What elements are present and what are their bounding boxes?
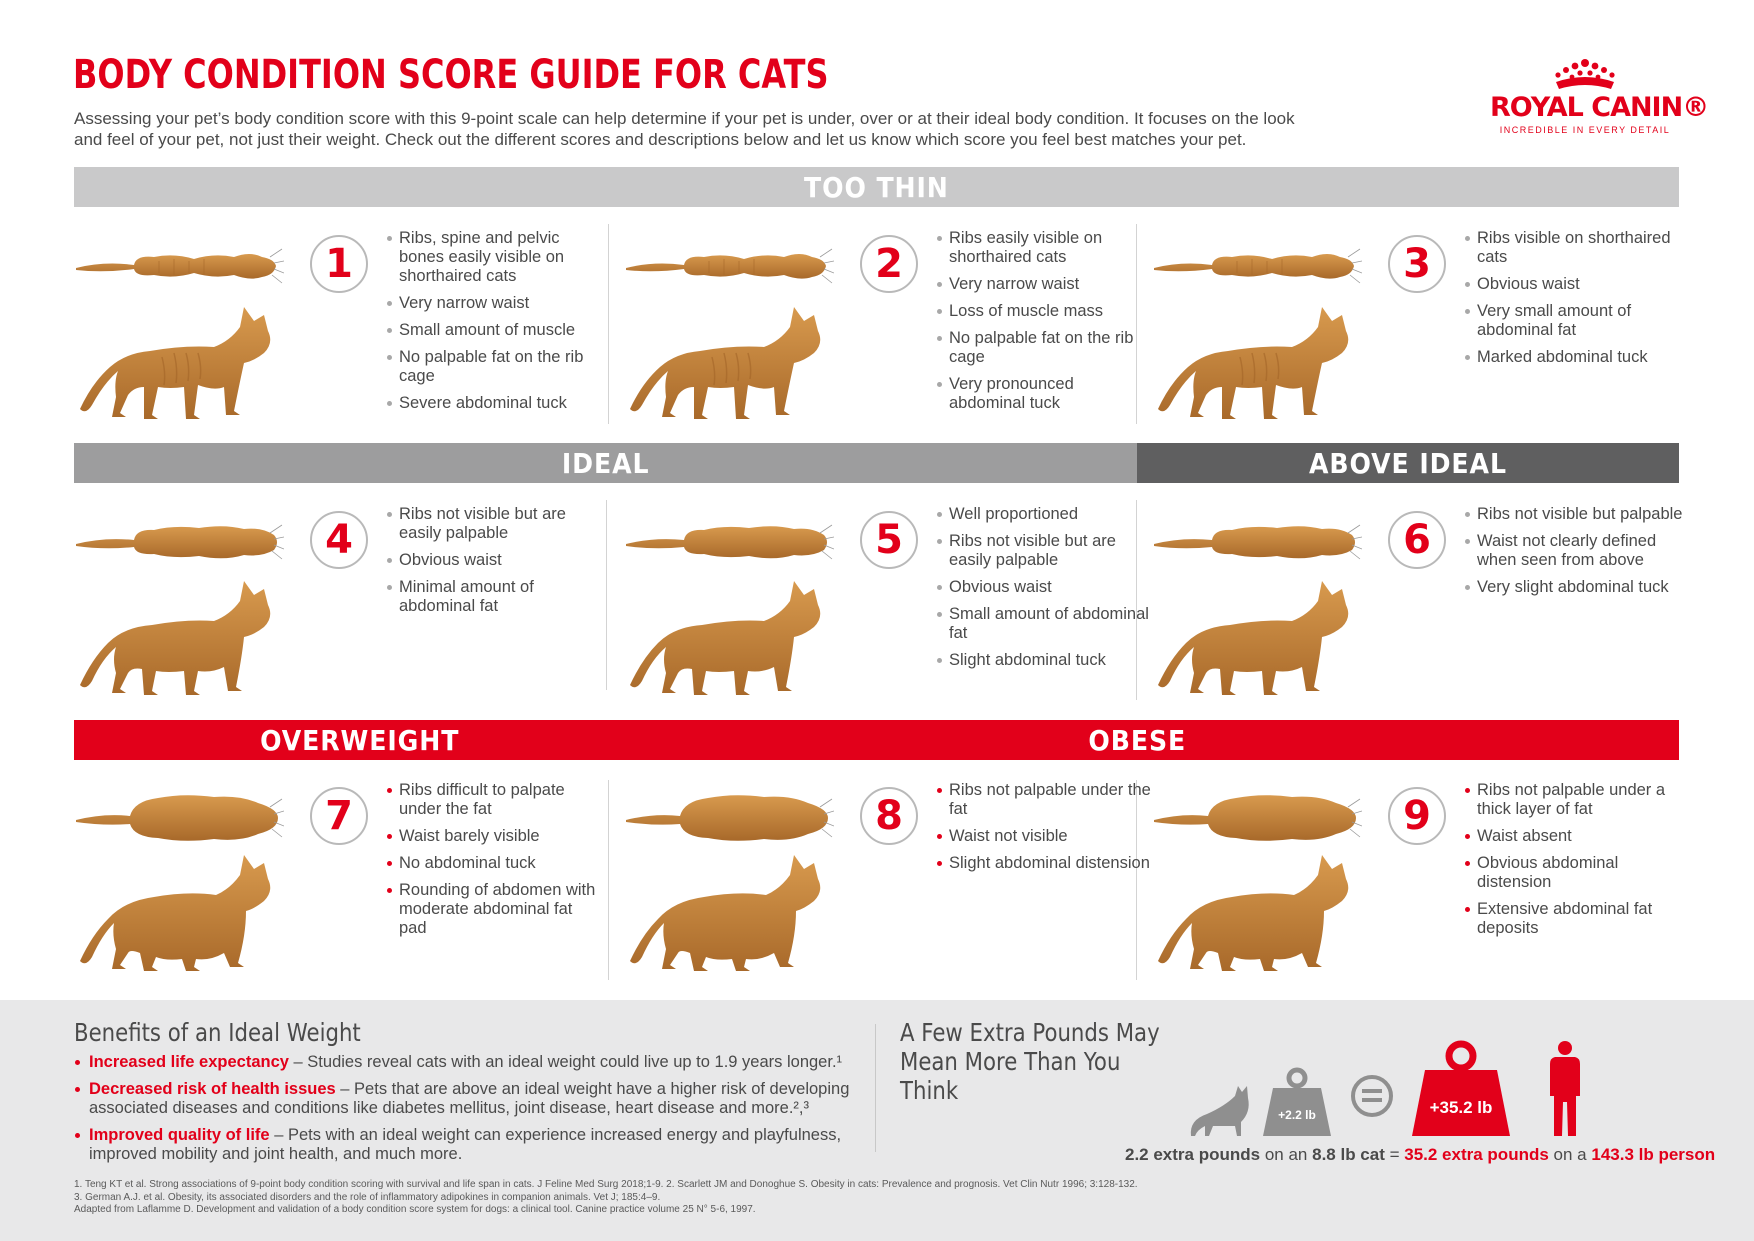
band-above-ideal: ABOVE IDEAL <box>1137 443 1679 483</box>
cat-side-view-thin <box>74 291 294 425</box>
list-item: Slight abdominal distension <box>936 854 1151 873</box>
score-description-list <box>386 229 601 421</box>
list-item: Waist not visible <box>936 827 1151 846</box>
score-cell-6 <box>1152 501 1683 701</box>
list-item: Severe abdominal tuck <box>386 394 601 413</box>
cat-top-view-thin <box>1152 235 1362 291</box>
benefits-list <box>74 1053 874 1172</box>
score-description-list <box>936 781 1151 881</box>
list-item: Ribs not visible but palpable <box>1464 505 1694 524</box>
list-item: Waist absent <box>1464 827 1694 846</box>
list-item: Extensive abdominal fat deposits <box>1464 900 1694 938</box>
score-description-list <box>1464 229 1679 375</box>
list-item: Ribs visible on shorthaired cats <box>1464 229 1679 267</box>
cat-top-view-ideal <box>624 511 834 567</box>
list-item: Well proportioned <box>936 505 1151 524</box>
cat-side-view-thin <box>624 291 844 425</box>
list-item: Ribs not visible but are easily palpable <box>936 532 1151 570</box>
cat-side-view-ideal <box>1152 567 1372 701</box>
score-badge: 3 <box>1388 235 1446 293</box>
crown-icon <box>1548 58 1622 92</box>
list-item: Obvious waist <box>386 551 601 570</box>
list-item: Loss of muscle mass <box>936 302 1151 321</box>
benefits-title: Benefits of an Ideal Weight <box>74 1018 361 1047</box>
score-badge: 1 <box>310 235 368 293</box>
score-description-list <box>936 505 1151 678</box>
cat-top-view-ideal <box>74 511 284 567</box>
list-item: Ribs, spine and pelvic bones easily visible on shorthaired cats <box>386 229 601 286</box>
small-weight-icon <box>1263 1070 1331 1136</box>
list-item: Ribs not visible but are easily palpable <box>386 505 601 543</box>
list-item: Marked abdominal tuck <box>1464 348 1679 367</box>
list-item: Obvious waist <box>936 578 1151 597</box>
large-weight-icon <box>1412 1044 1510 1136</box>
list-item: Rounding of abdomen with moderate abdominal fat pad <box>386 881 601 938</box>
cat-side-view-heavy <box>624 843 844 977</box>
royal-canin-logo <box>1490 58 1709 138</box>
band-ideal: IDEAL <box>74 443 1137 483</box>
pounds-comparison-text: 2.2 extra pounds on an 8.8 lb cat = 35.2 extra pounds on a 143.3 lb person <box>1125 1145 1716 1164</box>
score-description-list <box>936 229 1151 421</box>
cat-top-view-thin <box>74 235 284 291</box>
cat-side-view-ideal <box>74 567 294 701</box>
cat-top-view-heavy <box>1152 787 1362 843</box>
references <box>74 1179 1274 1217</box>
score-badge: 8 <box>860 787 918 845</box>
score-description-list <box>386 505 601 624</box>
cat-side-view-thin <box>1152 291 1372 425</box>
list-item: Decreased risk of health issues – Pets that are above an ideal weight have a higher risk of developing associated diseases and conditions like diabetes mellitus, joint disease, heart disease and more.²,³ <box>74 1080 874 1118</box>
list-item: Ribs not palpable under a thick layer of fat <box>1464 781 1694 819</box>
brand-name: ROYAL CANIN® <box>1490 92 1709 123</box>
list-item: Waist not clearly defined when seen from above <box>1464 532 1694 570</box>
score-badge: 7 <box>310 787 368 845</box>
list-item: Very pronounced abdominal tuck <box>936 375 1151 413</box>
list-item: Very narrow waist <box>936 275 1151 294</box>
divider <box>606 500 607 690</box>
score-badge: 6 <box>1388 511 1446 569</box>
large-weight-label: +35.2 lb <box>1429 1098 1493 1117</box>
score-description-list <box>1464 781 1694 946</box>
list-item: Small amount of muscle <box>386 321 601 340</box>
person-silhouette-icon <box>1550 1041 1580 1136</box>
score-cell-9 <box>1152 777 1672 977</box>
cat-side-view-heavy <box>74 843 294 977</box>
reference-line: 3. German A.J. et al. Obesity, its associated disorders and the role of inflammatory adipokines in companion animals. Vet J; 185:4–9. <box>74 1191 661 1203</box>
list-item: Waist barely visible <box>386 827 601 846</box>
score-cell-5 <box>624 501 1149 701</box>
list-item: Ribs difficult to palpate under the fat <box>386 781 601 819</box>
list-item: No abdominal tuck <box>386 854 601 873</box>
list-item: Increased life expectancy – Studies reveal cats with an ideal weight could live up to 1.9 years longer.¹ <box>74 1053 874 1072</box>
score-cell-7 <box>74 777 594 977</box>
cat-silhouette-icon <box>1191 1086 1249 1136</box>
score-description-list <box>386 781 601 946</box>
list-item: Improved quality of life – Pets with an ideal weight can experience increased energy and playfulness, improved mobility and joint health, and much more. <box>74 1126 874 1164</box>
list-item: No palpable fat on the rib cage <box>936 329 1151 367</box>
list-item: Very slight abdominal tuck <box>1464 578 1694 597</box>
page-title: BODY CONDITION SCORE GUIDE FOR CATS <box>73 52 829 98</box>
list-item: Very narrow waist <box>386 294 601 313</box>
score-cell-1 <box>74 225 594 425</box>
band-too-thin: TOO THIN <box>74 167 1679 207</box>
divider <box>875 1024 876 1152</box>
list-item: Ribs easily visible on shorthaired cats <box>936 229 1151 267</box>
reference-line: 1. Teng KT et al. Strong associations of 9-point body condition scoring with survival and life span in cats. J Feline Med Surg 2018;1-9. 2. Scarlett JM and Donoghue S. Obesity in cats: Prevalence and prognosis. Vet Clin Nutr 1996; 3:128-132. <box>74 1179 1138 1190</box>
list-item: Very small amount of abdominal fat <box>1464 302 1679 340</box>
cat-top-view-thin <box>624 235 834 291</box>
score-badge: 4 <box>310 511 368 569</box>
list-item: Obvious abdominal distension <box>1464 854 1694 892</box>
score-cell-2 <box>624 225 1144 425</box>
reference-line: Adapted from Laflamme D. Development and validation of a body condition score system for dogs: a clinical tool. Canine practice volume 25 N° 5-6, 1997. <box>74 1204 756 1215</box>
list-item: Minimal amount of abdominal fat <box>386 578 601 616</box>
equals-icon <box>1353 1077 1391 1115</box>
band-overweight: OVERWEIGHT <box>260 723 460 757</box>
score-cell-4 <box>74 501 594 701</box>
brand-tagline: INCREDIBLE IN EVERY DETAIL <box>1499 125 1671 135</box>
weight-comparison-graphic <box>1185 1040 1625 1140</box>
cat-top-view-ideal <box>1152 511 1362 567</box>
cat-side-view-heavy <box>1152 843 1372 977</box>
divider <box>608 224 609 424</box>
score-badge: 2 <box>860 235 918 293</box>
cat-top-view-heavy <box>74 787 284 843</box>
intro-text: Assessing your pet’s body condition score with this 9-point scale can help determine if your pet is under, over or at their ideal body condition. It focuses on the look and feel of your pet, not just their weight. Check out the different scores and descriptions below and let us know which score you feel best matches your pet. <box>74 109 1295 149</box>
band-obese: OBESE <box>1088 723 1186 757</box>
score-cell-3 <box>1152 225 1672 425</box>
cat-side-view-ideal <box>624 567 844 701</box>
list-item: Obvious waist <box>1464 275 1679 294</box>
list-item: Slight abdominal tuck <box>936 651 1151 670</box>
score-cell-8 <box>624 777 1151 977</box>
cat-top-view-heavy <box>624 787 834 843</box>
list-item: Ribs not palpable under the fat <box>936 781 1151 819</box>
score-description-list <box>1464 505 1694 605</box>
score-badge: 5 <box>860 511 918 569</box>
score-badge: 9 <box>1388 787 1446 845</box>
divider <box>608 780 609 980</box>
small-weight-label: +2.2 lb <box>1278 1108 1316 1122</box>
list-item: No palpable fat on the rib cage <box>386 348 601 386</box>
extra-pounds-title: A Few Extra Pounds May Mean More Than You Think <box>900 1018 1160 1105</box>
list-item: Small amount of abdominal fat <box>936 605 1151 643</box>
